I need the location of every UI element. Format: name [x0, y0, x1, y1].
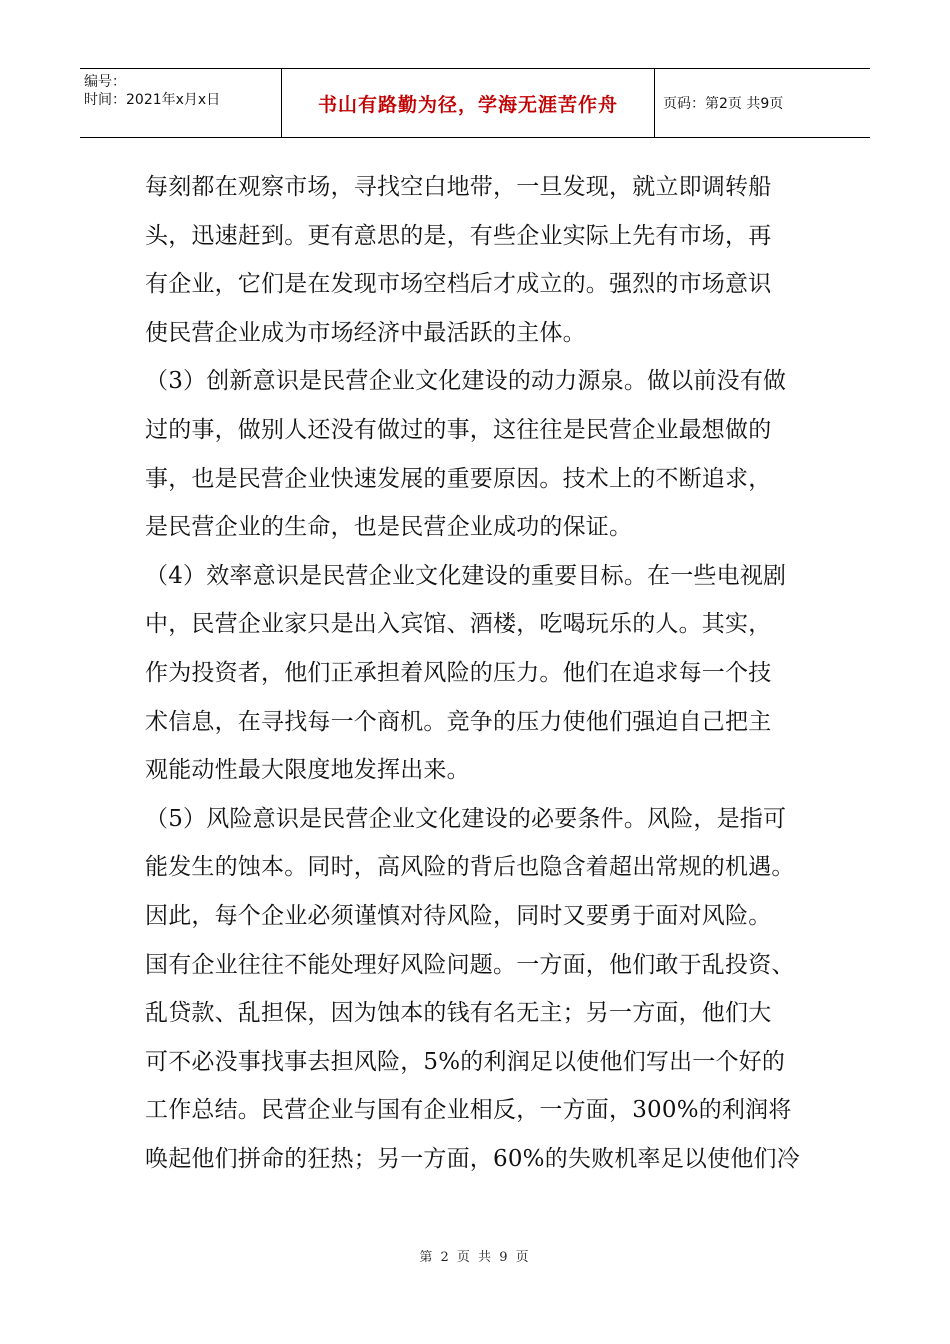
- text-line: 能发生的蚀本。同时，高风险的背后也隐含着超出常规的机遇。: [145, 854, 795, 881]
- page-header: [80, 68, 870, 138]
- text-line: （5）风险意识是民营企业文化建设的必要条件。风险，是指可: [145, 805, 787, 832]
- text-line: （4）效率意识是民营企业文化建设的重要目标。在一些电视剧: [145, 562, 787, 589]
- text-line: 可不必没事找事去担风险，5%的利润足以使他们写出一个好的: [145, 1048, 786, 1075]
- text-line: 作为投资者，他们正承担着风险的压力。他们在追求每一个技: [145, 659, 772, 686]
- text-line: 使民营企业成为市场经济中最活跃的主体。: [145, 319, 586, 346]
- text-line: 头，迅速赶到。更有意思的是，有些企业实际上先有市场，再: [145, 222, 772, 249]
- text-line: 过的事，做别人还没有做过的事，这往往是民营企业最想做的: [145, 416, 772, 443]
- text-line: 观能动性最大限度地发挥出来。: [145, 757, 470, 784]
- header-page-info: 页码：第2页 共9页: [663, 96, 784, 112]
- text-line: 唤起他们拼命的狂热；另一方面，60%的失败机率足以使他们冷: [145, 1145, 800, 1172]
- text-line: 中，民营企业家只是出入宾馆、酒楼，吃喝玩乐的人。其实，: [145, 611, 772, 638]
- date-label: 时间：2021年x月x日: [84, 92, 221, 108]
- text-line: 每刻都在观察市场，寻找空白地带，一旦发现，就立即调转船: [145, 174, 772, 200]
- text-line: 工作总结。民营企业与国有企业相反，一方面，300%的利润将: [145, 1097, 792, 1124]
- text-line: 术信息，在寻找每一个商机。竞争的压力使他们强迫自己把主: [145, 708, 772, 735]
- text-line: 事，也是民营企业快速发展的重要原因。技术上的不断追求，: [145, 465, 772, 492]
- serial-number-label: 编号：: [84, 74, 126, 90]
- header-meta: [80, 69, 282, 137]
- body-text: [145, 163, 815, 1183]
- text-line: （3）创新意识是民营企业文化建设的动力源泉。做以前没有做: [145, 368, 787, 395]
- text-line: 是民营企业的生命，也是民营企业成功的保证。: [145, 514, 633, 541]
- text-line: 国有企业往往不能处理好风险问题。一方面，他们敢于乱投资、: [145, 951, 795, 978]
- text-line: 乱贷款、乱担保，因为蚀本的钱有名无主；另一方面，他们大: [145, 1000, 772, 1027]
- page-footer: 第 2 页 共 9 页: [419, 1250, 531, 1265]
- text-line: 有企业，它们是在发现市场空档后才成立的。强烈的市场意识: [145, 271, 772, 298]
- text-line: 因此，每个企业必须谨慎对待风险，同时又要勇于面对风险。: [145, 902, 772, 929]
- header-motto: 书山有路勤为径，学海无涯苦作舟: [282, 69, 655, 137]
